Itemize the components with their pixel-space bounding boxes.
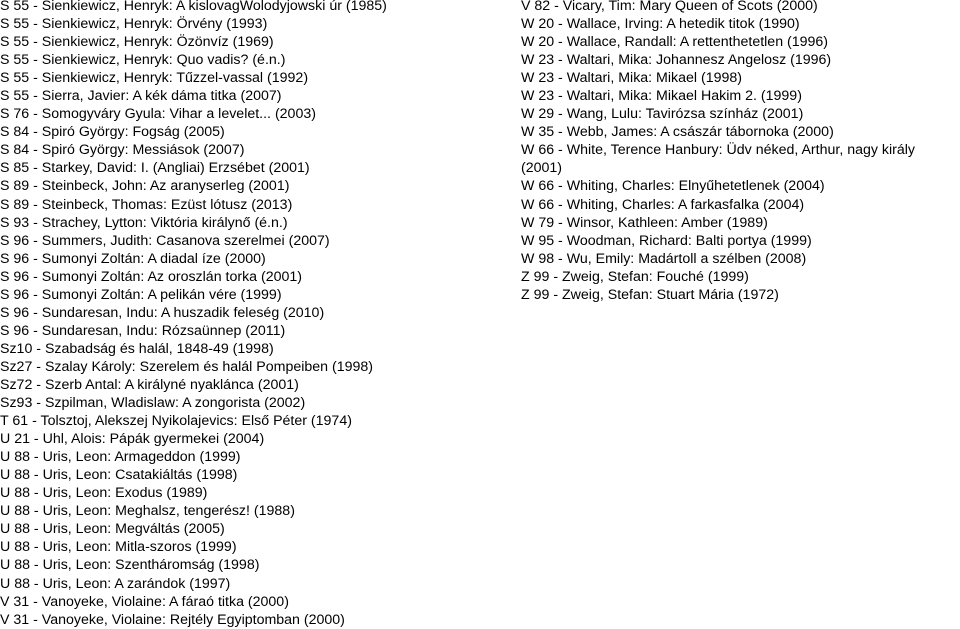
list-item: S 93 - Strachey, Lytton: Viktória királynő (é.n.) [0,214,288,231]
list-item: W 66 - Whiting, Charles: A farkasfalka (2004) [521,196,805,213]
list-item: W 23 - Waltari, Mika: Mikael (1998) [521,70,743,87]
list-item: W 35 - Webb, James: A császár tábornoka (2000) [521,124,834,141]
list-item: W 79 - Winsor, Kathleen: Amber (1989) [521,214,768,231]
list-item: W 20 - Wallace, Irving: A hetedik titok (1990) [521,16,800,33]
list-item: U 88 - Uris, Leon: Mitla-szoros (1999) [0,539,237,556]
list-item: S 55 - Sienkiewicz, Henryk: A kislovagWolodyjowski úr (1985) [0,0,387,14]
list-item: V 31 - Vanoyeke, Violaine: A fáraó titka (2000) [0,593,289,610]
list-item: S 96 - Sumonyi Zoltán: Az oroszlán torka (2001) [0,268,303,285]
list-item: U 88 - Uris, Leon: Szentháromság (1998) [0,557,260,574]
list-item: Sz10 - Szabadság és halál, 1848-49 (1998) [0,340,274,357]
list-item: S 96 - Sumonyi Zoltán: A pelikán vére (1999) [0,286,282,303]
list-item: W 95 - Woodman, Richard: Balti portya (1999) [521,232,812,249]
list-item: W 98 - Wu, Emily: Madártoll a szélben (2008) [521,250,807,267]
list-item: U 88 - Uris, Leon: Meghalsz, tengerész! (1988) [0,503,295,520]
list-item: W 23 - Waltari, Mika: Mikael Hakim 2. (1999) [521,88,802,105]
list-item: U 88 - Uris, Leon: Megváltás (2005) [0,521,225,538]
list-item: S 55 - Sienkiewicz, Henryk: Özönvíz (1969) [0,34,274,51]
right-column-list [521,0,960,304]
list-item: S 96 - Sundaresan, Indu: Rózsaünnep (2011) [0,322,286,339]
list-item: S 84 - Spiró György: Fogság (2005) [0,124,225,141]
list-item: U 88 - Uris, Leon: Exodus (1989) [0,485,208,502]
list-item: T 61 - Tolsztoj, Alekszej Nyikolajevics: Első Péter (1974) [0,413,352,430]
list-item: S 55 - Sienkiewicz, Henryk: Quo vadis? (é.n.) [0,52,286,69]
list-item: W 66 - White, Terence Hanbury: Üdv néked, Arthur, nagy király [521,142,916,159]
list-item: Sz93 - Szpilman, Wladislaw: A zongorista (2002) [0,395,306,412]
list-item: Z 99 - Zweig, Stefan: Stuart Mária (1972) [521,286,779,303]
list-item: U 88 - Uris, Leon: Armageddon (1999) [0,449,241,466]
list-item: W 20 - Wallace, Randall: A rettenthetetlen (1996) [521,34,829,51]
list-item: S 89 - Steinbeck, Thomas: Ezüst lótusz (2013) [0,196,293,213]
list-item: S 76 - Somogyváry Gyula: Vihar a levelet... (2003) [0,106,316,123]
list-item: V 82 - Vicary, Tim: Mary Queen of Scots (2000) [521,0,818,14]
list-item: S 96 - Summers, Judith: Casanova szerelmei (2007) [0,232,330,249]
list-item: Z 99 - Zweig, Stefan: Fouché (1999) [521,268,749,285]
list-item: V 31 - Vanoyeke, Violaine: Rejtély Egyiptomban (2000) [0,611,345,628]
list-item: S 84 - Spiró György: Messiások (2007) [0,142,245,159]
list-item: W 23 - Waltari, Mika: Johannesz Angelosz (1996) [521,52,832,69]
list-item: S 85 - Starkey, David: I. (Angliai) Erzsébet (2001) [0,160,310,177]
list-item: U 88 - Uris, Leon: A zarándok (1997) [0,575,231,592]
list-item: S 55 - Sienkiewicz, Henryk: Örvény (1993) [0,16,268,33]
list-item: W 66 - Whiting, Charles: Elnyűhetetlenek (2004) [521,178,825,195]
list-item: S 96 - Sundaresan, Indu: A huszadik feleség (2010) [0,304,325,321]
list-item: Sz72 - Szerb Antal: A királyné nyaklánca (2001) [0,376,299,393]
list-item: S 55 - Sienkiewicz, Henryk: Tűzzel-vassal (1992) [0,70,309,87]
list-item-continuation: (2001) [521,160,563,177]
list-item: W 29 - Wang, Lulu: Tavirózsa színház (2001) [521,106,804,123]
list-item: Sz27 - Szalay Károly: Szerelem és halál Pompeiben (1998) [0,358,374,375]
list-item: S 55 - Sierra, Javier: A kék dáma titka (2007) [0,88,282,105]
list-item: U 88 - Uris, Leon: Csatakiáltás (1998) [0,467,238,484]
list-item: S 96 - Sumonyi Zoltán: A diadal íze (2000) [0,250,266,267]
list-item: U 21 - Uhl, Alois: Pápák gyermekei (2004) [0,431,265,448]
list-item: S 89 - Steinbeck, John: Az aranyserleg (2001) [0,178,290,195]
